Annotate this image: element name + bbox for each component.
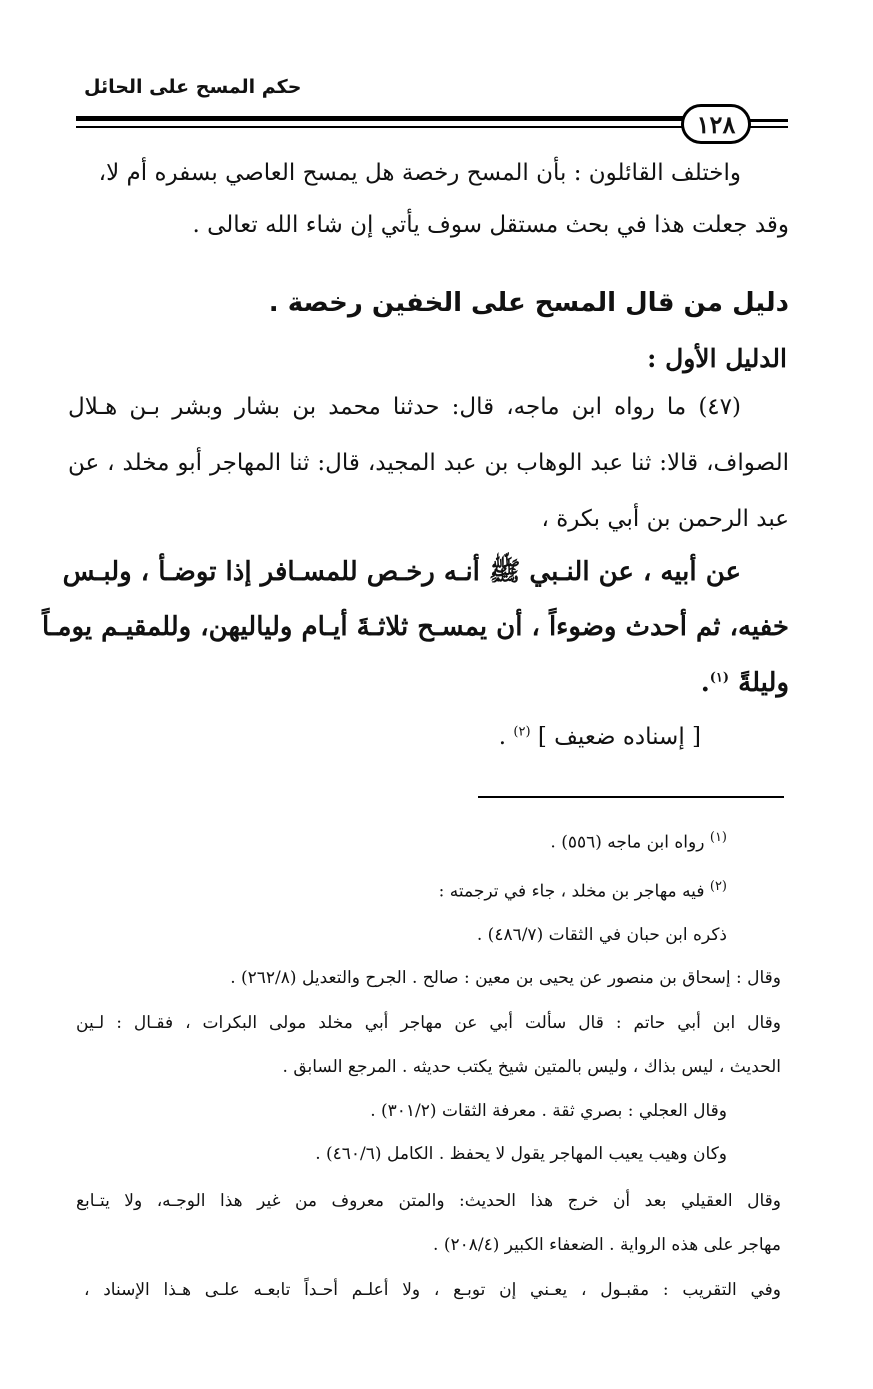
footnote-2: [439, 879, 727, 902]
isnad-line: عبد الرحمن بن أبي بكرة ،: [541, 506, 789, 532]
footnote-marker: (٢): [709, 879, 727, 894]
body-text-line: وقد جعلت هذا في بحث مستقل سوف يأتي إن شاء الله تعالى .: [192, 212, 789, 238]
hadith-text-line-last: [701, 668, 789, 698]
subsection-heading: الدليل الأول :: [647, 344, 787, 373]
isnad-line: (٤٧) ما رواه ابن ماجه، قال: حدثنا محمد بن بشار وبشر بـن هـلال: [68, 394, 741, 420]
footnote-1: [550, 830, 727, 853]
footnote-text: فيه مهاجر بن مخلد ، جاء في ترجمته :: [438, 881, 705, 902]
header-rule-right: [748, 119, 788, 122]
hadith-text-line: خفيه، ثم أحدث وضوءاً ، أن يمسـح ثلاثـةَ أيـام ولياليهن، وللمقيـم يومـاً: [41, 612, 789, 642]
footnote-line: وقال : إسحاق بن منصور عن يحيى بن معين : صالح . الجرح والتعديل (٢٦٢/٨) .: [230, 968, 781, 988]
footnote-text: رواه ابن ماجه (٥٥٦) .: [550, 832, 705, 853]
hadith-grading: [499, 724, 701, 750]
page-number: ١٢٨: [681, 104, 751, 144]
body-text-line: واختلف القائلون : بأن المسح رخصة هل يمسح العاصي بسفره أم لا،: [98, 160, 741, 186]
period: .: [700, 668, 710, 698]
footnote-line: مهاجر على هذه الرواية . الضعفاء الكبير (٢٠٨/٤) .: [433, 1235, 781, 1255]
footnote-line: وقال العجلي : بصري ثقة . معرفة الثقات (٣٠١/٢) .: [370, 1101, 727, 1121]
footnote-line: ذكره ابن حبان في الثقات (٤٨٦/٧) .: [476, 925, 727, 945]
hadith-text: وليلةً: [738, 668, 789, 698]
section-heading: دليل من قال المسح على الخفين رخصة .: [268, 288, 789, 318]
footnote-line: وقال العقيلي بعد أن خرج هذا الحديث: والمتن معروف من غير هذا الوجـه، ولا يتـابع: [76, 1191, 781, 1211]
running-title: حكم المسح على الحائل: [84, 76, 302, 98]
footnote-line: وقال ابن أبي حاتم : قال سألت أبي عن مهاجر أبي مخلد مولى البكرات ، فقـال : لـين: [76, 1013, 781, 1033]
header-rule-thin: [76, 126, 684, 128]
footnote-separator: [478, 796, 784, 798]
grading-text: [ إسناده ضعيف ]: [537, 724, 701, 750]
isnad-line: الصواف، قالا: ثنا عبد الوهاب بن عبد المجيد، قال: ثنا المهاجر أبو مخلد ، عن: [68, 450, 789, 476]
footnote-line: وفي التقريب : مقبـول ، يعـني إن توبـع ، ولا أعلـم أحـداً تابعـه علـى هـذا الإسناد ،: [84, 1280, 781, 1300]
footnote-ref-1: (١): [709, 670, 730, 686]
footnote-ref-2: (٢): [513, 724, 531, 740]
hadith-text-line: عن أبيه ، عن النـبي ﷺ أنـه رخـص للمسـافر إذا توضـأ ، ولبـس: [62, 557, 741, 587]
footnote-marker: (١): [709, 830, 727, 845]
header-rule-right-2: [748, 126, 788, 128]
footnote-line: الحديث ، ليس بذاك ، وليس بالمتين شيخ يكتب حديثه . المرجع السابق .: [282, 1057, 781, 1077]
period: .: [498, 724, 507, 750]
header-rule-thick: [76, 116, 684, 121]
footnote-line: وكان وهيب يعيب المهاجر يقول لا يحفظ . الكامل (٤٦٠/٦) .: [315, 1144, 727, 1164]
